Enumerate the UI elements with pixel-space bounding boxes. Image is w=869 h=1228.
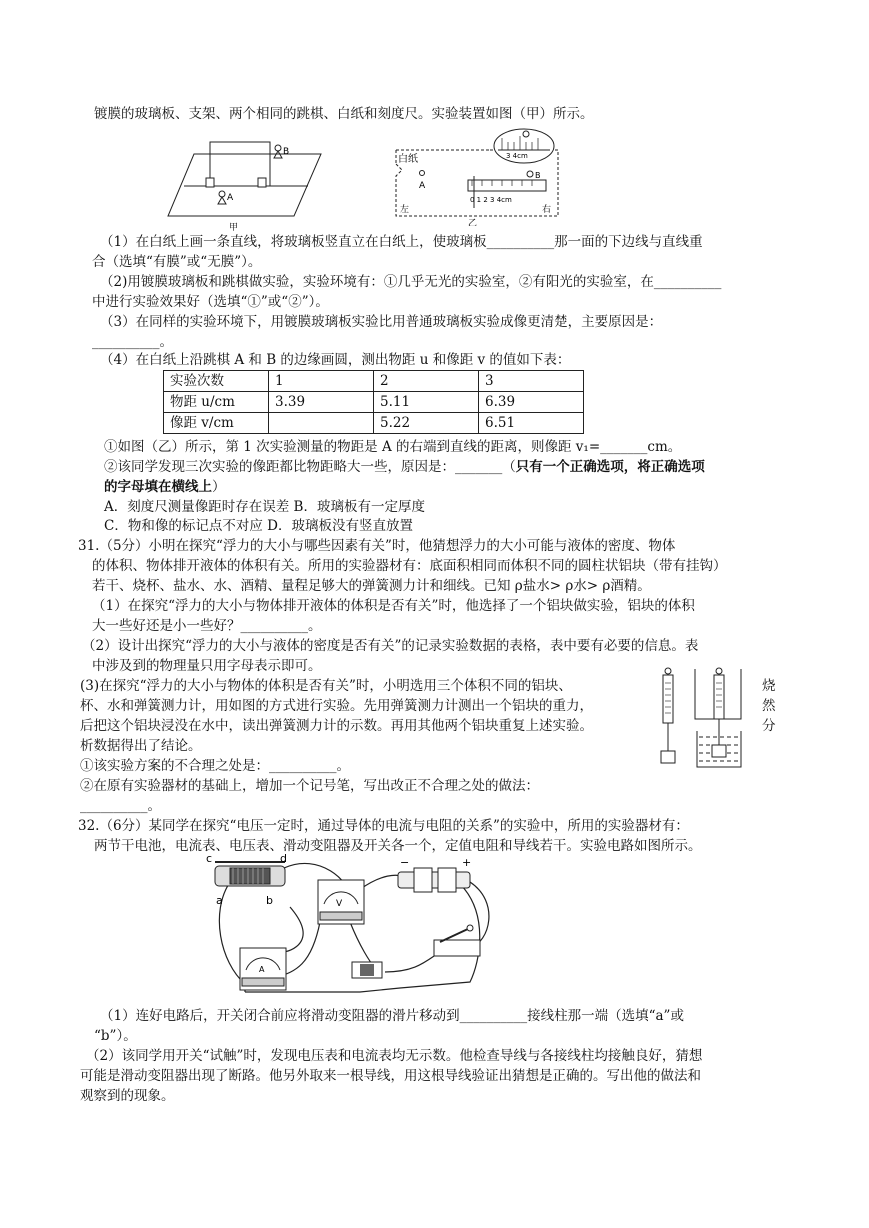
table-row xyxy=(164,392,584,413)
q3-line-b: __________。 xyxy=(92,334,173,350)
data-table xyxy=(163,370,584,434)
q4-sub2-b xyxy=(104,477,226,497)
figure-jia xyxy=(166,134,326,232)
table-cell: 实验次数 xyxy=(164,371,269,392)
q3-line-a: （3）在同样的实验环境下，用镀膜玻璃板实验比用普通玻璃板实验成像更清楚，主要原因是： xyxy=(100,314,663,330)
battery-minus: − xyxy=(400,856,410,869)
q31-2-b: 中涉及到的物理量只用字母表示即可。 xyxy=(92,658,322,674)
q31-3-b: 杯、水和弹簧测力计，用如图的方式进行实验。先用弹簧测力计测出一个铝块的重力， xyxy=(80,698,593,714)
voltmeter-label: V xyxy=(336,899,343,909)
option-cd: C．物和像的标记点不对应 D．玻璃板没有竖直放置 xyxy=(104,518,413,534)
yi-label-a: A xyxy=(419,181,426,191)
q31-3-g: __________。 xyxy=(80,798,161,814)
q2-line-b: 中进行实验效果好（选填“①”或“②”）。 xyxy=(92,294,329,310)
q32-line-b: 两节干电池，电流表、电压表、滑动变阻器及开关各一个，定值电阻和导线若干。实验电路如图所示。 xyxy=(94,838,702,854)
yi-label-b: B xyxy=(535,171,541,180)
side-char-2: 然 xyxy=(762,698,776,714)
q4-line: （4）在白纸上沿跳棋 A 和 B 的边缘画圆，测出物距 u 和像距 v 的值如下表： xyxy=(100,352,571,368)
jia-caption: 甲 xyxy=(229,223,239,232)
side-char-3: 分 xyxy=(762,718,776,734)
q4-sub1: ①如图（乙）所示，第 1 次实验测量的物距是 A 的右端到直线的距离，则像距 v₁=_______cm。 xyxy=(104,439,682,455)
table-cell: 物距 u/cm xyxy=(164,392,269,413)
option-ab: A．刻度尺测量像距时存在误差 B．玻璃板有一定厚度 xyxy=(104,499,425,515)
yi-caption: 乙 xyxy=(468,219,478,226)
ammeter-label: A xyxy=(259,965,265,974)
table-header-row xyxy=(164,371,584,392)
jia-label-b: B xyxy=(283,147,290,157)
circuit-label-c: c xyxy=(206,852,213,865)
table-cell: 3.39 xyxy=(269,392,374,413)
q31-3-c: 后把这个铝块浸没在水中，读出弹簧测力计的示数。再用其他两个铝块重复上述实验。 xyxy=(80,718,593,734)
circuit-label-d: d xyxy=(280,852,287,865)
circuit-figure xyxy=(200,852,500,1002)
table-cell: 5.22 xyxy=(374,413,479,434)
circuit-label-b: b xyxy=(266,894,273,907)
table-cell: 5.11 xyxy=(374,392,479,413)
table-row xyxy=(164,413,584,434)
q2-line-a: （2)用镀膜玻璃板和跳棋做实验，实验环境有：①几乎无光的实验室，②有阳光的实验室，在__________ xyxy=(100,274,722,290)
q31-3-a: (3)在探究“浮力的大小与物体的体积是否有关”时，小明选用三个体积不同的铝块、 xyxy=(80,678,572,694)
q1-line-b: 合（选填“有膜”或“无膜”）。 xyxy=(92,254,262,270)
spring-scale-figure xyxy=(655,665,755,771)
circuit-label-a: a xyxy=(216,894,223,907)
q32-2-c: 观察到的现象。 xyxy=(80,1088,175,1104)
q31-3-f: ②在原有实验器材的基础上，增加一个记号笔，写出改正不合理之处的做法： xyxy=(80,778,539,794)
q32-line-a: 32.（6分）某同学在探究“电压一定时，通过导体的电流与电阻的关系”的实验中，所用的实验器材有： xyxy=(78,818,689,834)
q31-line-c: 若干、烧杯、盐水、水、酒精、量程足够大的弹簧测力计和细线。已知 ρ盐水> ρ水> ρ酒精。 xyxy=(92,578,651,594)
q31-1-a: （1）在探究“浮力的大小与物体排开液体的体积是否有关”时，他选择了一个铝块做实验，铝块的体积 xyxy=(92,598,695,614)
q31-3-d: 析数据得出了结论。 xyxy=(80,738,202,754)
table-cell: 6.39 xyxy=(479,392,584,413)
q4-sub2-bold2: 的字母填在横线上 xyxy=(104,479,212,495)
table-cell: 3 xyxy=(479,371,584,392)
table-cell: 6.51 xyxy=(479,413,584,434)
yi-scale-bottom: 0 1 2 3 4cm xyxy=(470,196,512,204)
yi-left: 左 xyxy=(400,205,410,215)
battery-plus: + xyxy=(462,856,472,869)
q4-sub2-bold: 只有一个正确选项，将正确选项 xyxy=(515,459,705,475)
q32-2-a: （2）该同学用开关“试触”时，发现电压表和电流表均无示数。他检查导线与各接线柱均接触良好，猜想 xyxy=(86,1048,703,1064)
table-cell: 2 xyxy=(374,371,479,392)
q4-sub2-end: ） xyxy=(212,479,226,495)
q31-line-b: 的体积、物体排开液体的体积有关。所用的实验器材有：底面积相同而体积不同的圆柱状铝块（带有挂钩） xyxy=(92,558,727,574)
q31-line-a: 31.（5分）小明在探究“浮力的大小与哪些因素有关”时，他猜想浮力的大小可能与液体的密度、物体 xyxy=(78,538,676,554)
table-cell: 像距 v/cm xyxy=(164,413,269,434)
figure-yi xyxy=(390,128,570,226)
q31-2-a: （2）设计出探究“浮力的大小与液体的密度是否有关”的记录实验数据的表格，表中要有必要的信息。表 xyxy=(82,638,699,654)
yi-right: 右 xyxy=(542,205,552,215)
q32-2-b: 可能是滑动变阻器出现了断路。他另外取来一根导线，用这根导线验证出猜想是正确的。写出他的做法和 xyxy=(80,1068,701,1084)
table-cell: 1 xyxy=(269,371,374,392)
q1-line-a: （1）在白纸上画一条直线，将玻璃板竖直立在白纸上，使玻璃板__________那一面的下边线与直线重 xyxy=(100,234,703,250)
table-cell xyxy=(269,413,374,434)
q31-3-e: ①该实验方案的不合理之处是：__________。 xyxy=(80,758,350,774)
yi-scale-top: 3 4cm xyxy=(506,152,528,160)
jia-label-a: A xyxy=(227,193,234,203)
q4-sub2-text: ②该同学发现三次实验的像距都比物距略大一些，原因是：_______（ xyxy=(104,459,516,475)
q31-1-b: 大一些好还是小一些好？__________。 xyxy=(92,618,322,634)
yi-paper: 白纸 xyxy=(398,154,418,165)
q32-1-a: （1）连好电路后，开关闭合前应将滑动变阻器的滑片移动到__________接线柱那一端（选填“a”或 xyxy=(100,1008,684,1024)
side-char-1: 烧 xyxy=(762,678,776,694)
intro-line: 镀膜的玻璃板、支架、两个相同的跳棋、白纸和刻度尺。实验装置如图（甲）所示。 xyxy=(94,106,594,122)
q4-sub2-a xyxy=(104,457,705,477)
q32-1-b: “b”）。 xyxy=(94,1028,137,1044)
